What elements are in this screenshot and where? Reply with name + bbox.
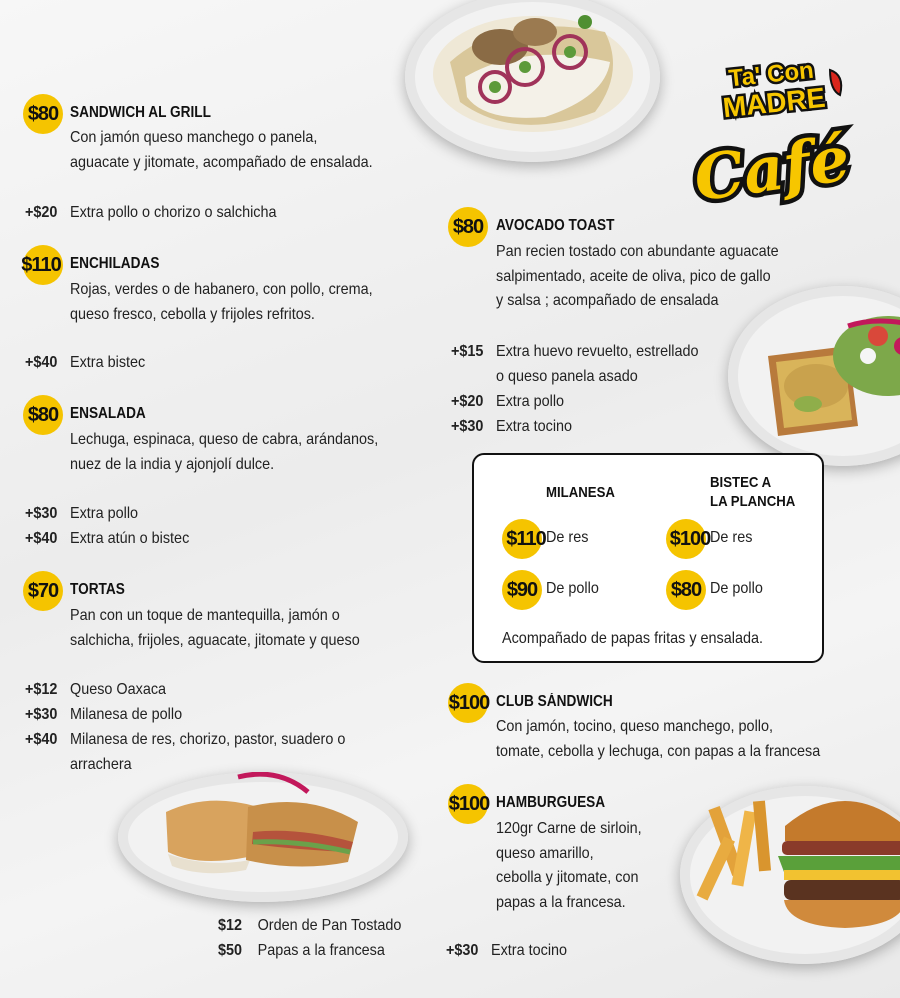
extra-text: Milanesa de res, chorizo, pastor, suadero o — [70, 731, 346, 748]
ta-con-madre-cafe-logo — [680, 50, 865, 220]
item-title: ENSALADA — [70, 405, 146, 422]
extra-option — [451, 418, 572, 436]
extra-price: +$20 — [25, 204, 58, 221]
extra-text: Extra huevo revuelto, estrellado — [496, 343, 699, 360]
desc-line: queso fresco, cebolla y frijoles refritos. — [70, 305, 315, 323]
extra-option — [25, 731, 345, 749]
enchiladas-photo — [405, 0, 660, 162]
price: $80 — [27, 403, 59, 426]
desc-line: salchicha, frijoles, aguacate, jitomate y queso — [70, 631, 360, 649]
desc-line: Lechuga, espinaca, queso de cabra, arándanos, — [70, 431, 379, 448]
side-option — [218, 917, 401, 935]
extra-option — [446, 942, 567, 960]
price: $100 — [669, 527, 711, 550]
extra-option — [25, 530, 189, 548]
extra-text: Milanesa de pollo — [70, 706, 183, 723]
item-description — [70, 604, 360, 653]
side-price: $50 — [218, 942, 243, 959]
extra-price: +$20 — [451, 393, 484, 410]
item-description — [70, 428, 378, 477]
milanesa-bistec-box — [472, 453, 824, 663]
desc-line: Con jamón queso manchego o panela, — [70, 129, 318, 146]
torta-photo — [118, 772, 408, 902]
combo-note: Acompañado de papas fritas y ensalada. — [502, 630, 763, 647]
extra-price: +$15 — [451, 343, 484, 360]
extra-price: +$40 — [25, 731, 58, 748]
desc-line: y salsa ; acompañado de ensalada — [496, 292, 719, 309]
price: $110 — [506, 527, 546, 550]
desc-line: Pan recien tostado con abundante aguacate — [496, 243, 779, 260]
combo-label: De res — [710, 529, 753, 546]
item-description — [496, 715, 820, 764]
svg-text:Ta' Con: Ta' Con — [727, 56, 816, 93]
extra-price: +$30 — [25, 706, 58, 723]
combo-header-bistec — [710, 473, 795, 511]
desc-line: salpimentado, aceite de oliva, pico de gallo — [496, 267, 771, 285]
item-title: SANDWICH AL GRILL — [70, 104, 211, 121]
extra-price: +$40 — [25, 530, 58, 547]
price-badge — [502, 570, 542, 610]
svg-text:MADRE: MADRE — [721, 81, 827, 124]
item-description — [496, 240, 779, 314]
desc-line: 120gr Carne de sirloin, — [496, 820, 642, 837]
item-title: HAMBURGUESA — [496, 794, 606, 811]
combo-header-milanesa: MILANESA — [546, 484, 615, 501]
extra-option — [451, 393, 564, 411]
item-title: AVOCADO TOAST — [496, 217, 615, 234]
item-title: CLUB SÁNDWICH — [496, 693, 613, 710]
combo-label: De pollo — [710, 580, 763, 597]
price: $100 — [448, 691, 490, 714]
extra-text: arrachera — [70, 756, 132, 773]
price-badge — [448, 784, 488, 824]
desc-line: nuez de la india y ajonjolí dulce. — [70, 455, 275, 473]
desc-line: aguacate y jitomate, acompañado de ensalada. — [70, 153, 373, 171]
extra-text: o queso panela asado — [496, 368, 638, 385]
price: $100 — [448, 792, 490, 815]
extra-option — [451, 343, 699, 361]
hamburguesa-photo — [680, 786, 900, 964]
price-badge — [23, 395, 63, 435]
extra-price: +$40 — [25, 354, 58, 371]
side-option — [218, 942, 385, 960]
extra-text: Extra pollo — [70, 505, 139, 522]
item-title: TORTAS — [70, 581, 125, 598]
item-description — [70, 126, 373, 175]
price: $80 — [670, 578, 702, 601]
extra-text: Extra bistec — [70, 354, 146, 371]
extra-price: +$30 — [446, 942, 479, 959]
extra-option — [25, 505, 138, 523]
extra-price: +$30 — [25, 505, 58, 522]
combo-header-line: BISTEC A — [710, 474, 772, 491]
svg-text:Café: Café — [689, 121, 854, 216]
extra-text: Extra atún o bistec — [70, 530, 190, 547]
price-badge — [448, 683, 488, 723]
desc-line: Con jamón, tocino, queso manchego, pollo, — [496, 718, 773, 735]
item-description — [496, 817, 642, 915]
extra-price: +$30 — [451, 418, 484, 435]
desc-line: Pan con un toque de mantequilla, jamón o — [70, 607, 340, 624]
combo-label: De res — [546, 529, 589, 546]
side-text: Orden de Pan Tostado — [257, 917, 402, 934]
price-badge — [666, 519, 711, 559]
side-price: $12 — [218, 917, 243, 934]
price-badge — [23, 245, 63, 285]
price-badge — [23, 94, 63, 134]
desc-line: Rojas, verdes o de habanero, con pollo, crema, — [70, 281, 373, 298]
price-badge — [23, 571, 63, 611]
extra-text: Extra pollo o chorizo o salchicha — [70, 204, 277, 221]
price-badge — [448, 207, 488, 247]
extra-option — [451, 368, 638, 386]
extra-option-wrap — [70, 756, 132, 774]
price: $90 — [506, 578, 538, 601]
extra-text: Extra tocino — [491, 942, 568, 959]
item-title: ENCHILADAS — [70, 255, 160, 272]
combo-header-line: LA PLANCHA — [710, 493, 796, 510]
desc-line: cebolla y jitomate, con — [496, 869, 639, 886]
extra-text: Extra pollo — [496, 393, 565, 410]
extra-option — [25, 706, 182, 724]
price: $70 — [27, 579, 59, 602]
extra-text: Queso Oaxaca — [70, 681, 167, 698]
side-text: Papas a la francesa — [257, 942, 385, 959]
extra-text: Extra tocino — [496, 418, 573, 435]
price: $80 — [27, 102, 59, 125]
item-description — [70, 278, 373, 327]
extra-option — [25, 681, 166, 699]
combo-label: De pollo — [546, 580, 599, 597]
desc-line: tomate, cebolla y lechuga, con papas a la francesa — [496, 742, 821, 760]
desc-line: papas a la francesa. — [496, 893, 626, 911]
price-badge — [666, 570, 706, 610]
extra-option — [25, 354, 145, 372]
price-badge — [502, 519, 546, 559]
price: $110 — [21, 253, 61, 276]
desc-line: queso amarillo, — [496, 844, 594, 862]
price: $80 — [452, 215, 484, 238]
extra-price: +$12 — [25, 681, 58, 698]
extra-option — [25, 204, 277, 222]
